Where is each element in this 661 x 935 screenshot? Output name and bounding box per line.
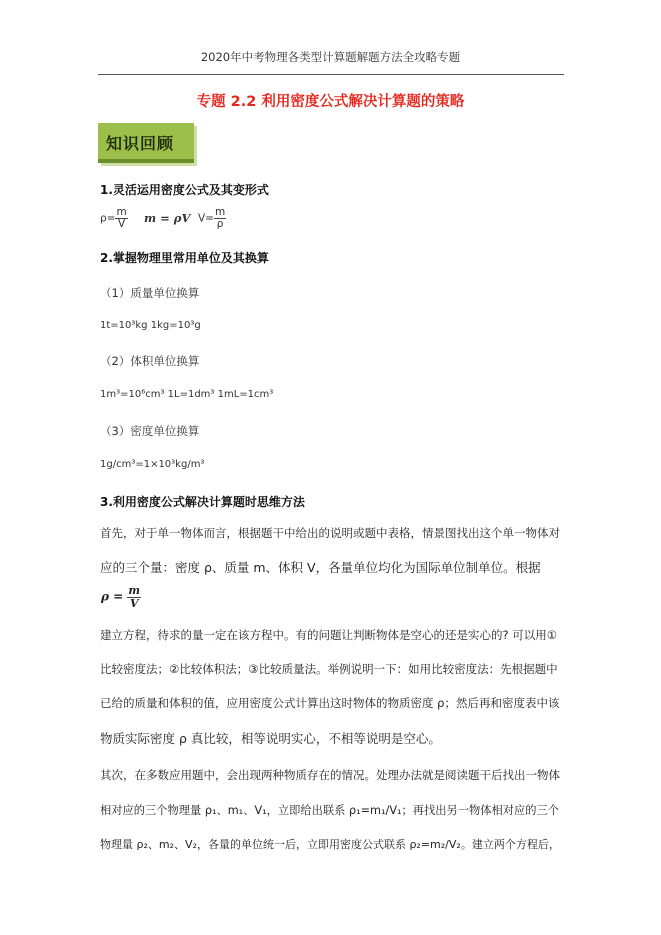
density-formula-large-numerator: m (128, 584, 141, 597)
paragraph-line: 应的三个量：密度 ρ、质量 m、体积 V，各量单位均化为国际单位制单位。根据 (100, 560, 541, 575)
paragraph-line: 物理量 ρ₂、m₂、V₂，各量的单位统一后，立即用密度公式联系 ρ₂=m₂/V₂。建立两个方程后， (100, 838, 560, 851)
density-formula-numerator: m (116, 206, 127, 218)
density-conversion-label: （3）密度单位换算 (100, 424, 200, 438)
section-label-box (98, 123, 194, 163)
volume-formula-numerator: m (214, 206, 226, 218)
density-formula-large-denominator: V (129, 596, 139, 610)
paragraph-line: 已给的质量和体积的值，应用密度公式计算出这时物体的物质密度 ρ；然后再和密度表中该 (100, 696, 560, 710)
density-formula (100, 207, 128, 230)
paragraph-line: 物质实际密度 ρ 真比较，相等说明实心，不相等说明是空心。 (100, 731, 441, 746)
volume-formula-lhs: V= (198, 212, 214, 225)
density-conversion-values: 1g/cm³=1×10³kg/m³ (100, 459, 205, 470)
header-divider (98, 74, 564, 75)
page-header: 2020年中考物理各类型计算题解题方法全攻略专题 (200, 50, 461, 64)
paragraph-line: 比较密度法；②比较体积法；③比较质量法。举例说明一下：如用比较密度法：先根据题中 (100, 662, 558, 676)
paragraph-line: 其次，在多数应用题中，会出现两种物质存在的情况。处理办法就是阅读题干后找出一物体 (100, 768, 560, 782)
mass-conversion-values: 1t=10³kg 1kg=10³g (100, 320, 201, 331)
part2-heading: 2.掌握物理里常用单位及其换算 (100, 251, 269, 265)
density-formula-large (101, 585, 141, 609)
part1-heading: 1.灵活运用密度公式及其变形式 (100, 183, 269, 197)
paragraph-line: 建立方程，待求的量一定在该方程中。有的问题让判断物体是空心的还是实心的? 可以用① (100, 628, 558, 642)
density-formula-lhs: ρ= (100, 212, 116, 225)
paragraph-line: 首先，对于单一物体而言，根据题干中给出的说明或题中表格，情景图找出这个单一物体对 (100, 526, 560, 540)
volume-formula (198, 207, 226, 230)
volume-conversion-values: 1m³=10⁶cm³ 1L=1dm³ 1mL=1cm³ (100, 389, 274, 400)
mass-formula: m = ρV (144, 211, 191, 225)
section-label: 知识回顾 (106, 134, 175, 153)
mass-conversion-label: （1）质量单位换算 (100, 286, 200, 300)
density-formula-large-lhs: ρ = (101, 589, 124, 604)
paragraph-line: 相对应的三个物理量 ρ₁、m₁、V₁，立即给出联系 ρ₁=m₁/V₁；再找出另一物体相对应的三个 (100, 804, 560, 817)
density-formula-denominator: V (117, 218, 126, 231)
volume-conversion-label: （2）体积单位换算 (100, 354, 200, 368)
part3-heading: 3.利用密度公式解决计算题时思维方法 (100, 495, 305, 509)
document-title: 专题 2.2 利用密度公式解决计算题的策略 (196, 94, 465, 110)
volume-formula-denominator: ρ (216, 218, 224, 231)
